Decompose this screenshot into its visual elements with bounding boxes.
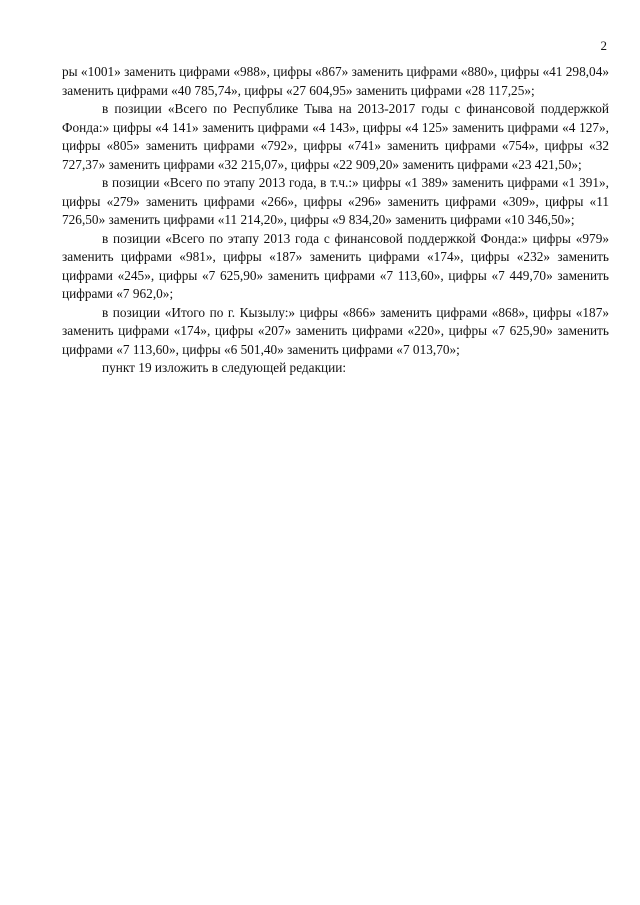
paragraph-republic-total: в позиции «Всего по Республике Тыва на 2013-2017 годы с финансовой поддержкой Фонда:» цифры «4 141» заменить цифрами «4 143», цифры «4 125» заменить цифрами «4 127», цифры «805» заменить цифрами «792», цифры «741» заменить цифрами «754», цифры «32 727,37» заменить цифрами «32 215,07», цифры «22 909,20» заменить цифрами «23 421,50»; bbox=[62, 101, 609, 172]
paragraph-stage-2013-total: в позиции «Всего по этапу 2013 года, в т.ч.:» цифры «1 389» заменить цифрами «1 391», цифры «279» заменить цифрами «266», цифры «296» заменить цифрами «309», цифры «11 726,50» заменить цифрами «11 214,20», цифры «9 834,20» заменить цифрами «10 346,50»; bbox=[62, 175, 609, 227]
paragraph-item-19: пункт 19 изложить в следующей редакции: bbox=[102, 360, 347, 375]
document-body bbox=[62, 63, 609, 378]
paragraph-stage-2013-fund: в позиции «Всего по этапу 2013 года с финансовой поддержкой Фонда:» цифры «979» заменить цифрами «981», цифры «187» заменить цифрами «174», цифры «232» заменить цифрами «245», цифры «7 625,90» заменить цифрами «7 113,60», цифры «7 449,70» заменить цифрами «7 962,0»; bbox=[62, 230, 609, 301]
paragraph-kyzyl-total: в позиции «Итого по г. Кызылу:» цифры «866» заменить цифрами «868», цифры «187» заменить цифрами «174», цифры «207» заменить цифрами «220», цифры «7 625,90» заменить цифрами «7 113,60», цифры «6 501,40» заменить цифрами «7 013,70»; bbox=[62, 304, 609, 357]
page-number: 2 bbox=[600, 38, 607, 53]
paragraph-continuation: ры «1001» заменить цифрами «988», цифры «867» заменить цифрами «880», цифры «41 298,04» заменить цифрами «40 785,74», цифры «27 604,95» заменить цифрами «28 117,25»; bbox=[62, 64, 609, 98]
